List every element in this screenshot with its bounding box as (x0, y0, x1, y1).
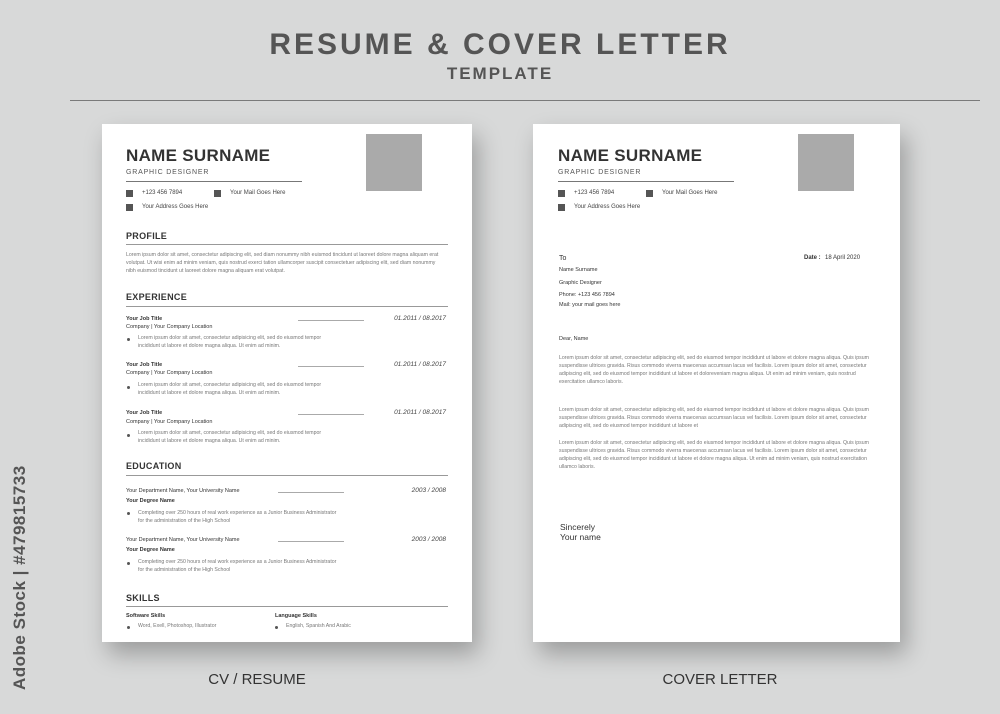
cover-phone: +123 456 7894 (574, 190, 615, 196)
education-degree: Your Degree Name (126, 547, 175, 553)
mail-icon (646, 190, 653, 197)
cover-mail: Your Mail Goes Here (662, 190, 718, 196)
education-years: 2003 / 2008 (411, 536, 446, 543)
job-description: Lorem ipsum dolor sit amet, consectetur adipisicing elit, sed do eiusmod tempor incididunt ut labore et dolore magna aliqua. Ut enim ad minim. (138, 430, 322, 444)
skills-heading: SKILLS (126, 593, 160, 603)
name-divider (558, 181, 734, 182)
stock-id-watermark: Adobe Stock | #479815733 (10, 465, 29, 690)
recipient-mail: Mail: your mail goes here (559, 302, 621, 308)
education-divider (126, 475, 448, 476)
experience-heading: EXPERIENCE (126, 292, 188, 302)
cv-phone: +123 456 7894 (142, 190, 183, 196)
letter-paragraph: Lorem ipsum dolor sit amet, consectetur adipiscing elit, sed do eiusmod tempor incididunt ut labore et dolore magna aliqua. Quis ipsum suspendisse ultrices gravida. Risus commodo viverra maecenas accumsan lacus vel facilisis. Lorem ipsum dolor sit amet, consectetur adipiscing elit, sed do eiusmod tempor incididunt ut labore et (559, 407, 869, 429)
job-description: Lorem ipsum dolor sit amet, consectetur adipisicing elit, sed do eiusmod tempor incididunt ut labore et dolore magna aliqua. Ut enim ad minim. (138, 335, 322, 349)
main-title: RESUME & COVER LETTER (269, 28, 731, 61)
bullet-icon (127, 626, 130, 629)
signature: Your name (560, 532, 601, 542)
cover-letter-page (533, 124, 900, 642)
job-title: Your Job Title (126, 410, 163, 416)
cv-name: NAME SURNAME (126, 146, 271, 165)
bullet-icon (127, 338, 130, 341)
bullet-icon (127, 562, 130, 565)
job-rule (298, 366, 364, 367)
name-divider (126, 181, 302, 182)
date-label: Date : (804, 255, 821, 261)
closing: Sincerely (560, 522, 595, 532)
bullet-icon (127, 512, 130, 515)
education-rule (278, 541, 344, 542)
resume-page (102, 124, 472, 642)
education-years: 2003 / 2008 (411, 487, 446, 494)
mail-icon (214, 190, 221, 197)
recipient-name: Name Surname (559, 267, 598, 273)
profile-divider (126, 244, 448, 245)
job-rule (298, 414, 364, 415)
location-icon (126, 204, 133, 211)
education-rule (278, 492, 344, 493)
education-degree: Your Degree Name (126, 498, 175, 504)
phone-icon (558, 190, 565, 197)
cv-role: GRAPHIC DESIGNER (126, 169, 210, 176)
salutation: Dear, Name (559, 336, 589, 342)
job-company: Company | Your Company Location (126, 324, 213, 330)
bullet-icon (127, 434, 130, 437)
education-description: Completing over 250 hours of real work experience as a Junior Business Administrator for the administration of the High School (138, 510, 337, 524)
location-icon (558, 204, 565, 211)
skills-divider (126, 606, 448, 607)
to-label: To (559, 255, 567, 262)
job-description: Lorem ipsum dolor sit amet, consectetur adipisicing elit, sed do eiusmod tempor incididunt ut labore et dolore magna aliqua. Ut enim ad minim. (138, 382, 322, 396)
job-rule (298, 320, 364, 321)
cv-caption: CV / RESUME (208, 671, 306, 688)
job-dates: 01.2011 / 08.2017 (394, 315, 446, 322)
cover-address: Your Address Goes Here (574, 204, 641, 210)
cv-mail: Your Mail Goes Here (230, 190, 286, 196)
recipient-phone: Phone: +123 456 7894 (559, 292, 615, 298)
bullet-icon (127, 386, 130, 389)
education-description: Completing over 250 hours of real work experience as a Junior Business Administrator for the administration of the High School (138, 559, 337, 573)
recipient-title: Graphic Designer (559, 280, 602, 286)
education-school: Your Department Name, Your University Name (126, 537, 240, 543)
job-dates: 01.2011 / 08.2017 (394, 361, 446, 368)
language-skills-label: Language Skills (275, 613, 317, 619)
letter-paragraph: Lorem ipsum dolor sit amet, consectetur adipiscing elit, sed do eiusmod tempor incididunt ut labore et dolore magna aliqua. Quis ipsum suspendisse ultrices gravida. Risus commodo viverra maecenas accumsan lacus vel facilisis. Lorem ipsum dolor sit amet, consectetur adipiscing elit, sed do eiusmod tempor incididunt ut labore et dolore magna aliqua. Ut enim ad minim veniam, quis nostrud exercitation ullamco laboris. (559, 440, 869, 470)
cover-role: GRAPHIC DESIGNER (558, 169, 642, 176)
cover-caption: COVER LETTER (662, 671, 778, 688)
software-skills-value: Word, Exell, Photoshop, Illustrator (138, 623, 217, 629)
job-company: Company | Your Company Location (126, 419, 213, 425)
job-dates: 01.2011 / 08.2017 (394, 409, 446, 416)
phone-icon (126, 190, 133, 197)
software-skills-label: Software Skills (126, 613, 166, 619)
cover-name: NAME SURNAME (558, 146, 703, 165)
date-value: 18 April 2020 (825, 255, 861, 261)
profile-text: Lorem ipsum dolor sit amet, consectetur adipiscing elit, sed diam nonummy nibh euismod tincidunt ut laoreet dolore magna aliquam erat volutpat. Ut wisi enim ad minim veniam, quis nostrud exerci tation ullamcorper suscipit consectetuer adipiscing elit, sed diam nonummy nibh euismod tincidunt ut laoreet dolore magna aliquam erat volutpat. (126, 252, 439, 274)
photo-placeholder (798, 134, 854, 191)
bullet-icon (275, 626, 278, 629)
job-company: Company | Your Company Location (126, 370, 213, 376)
education-heading: EDUCATION (126, 461, 182, 471)
job-title: Your Job Title (126, 362, 163, 368)
cv-address: Your Address Goes Here (142, 204, 209, 210)
language-skills-value: English, Spanish And Arabic (286, 623, 351, 629)
letter-paragraph: Lorem ipsum dolor sit amet, consectetur adipiscing elit, sed do eiusmod tempor incididunt ut labore et dolore magna aliqua. Quis ipsum suspendisse ultrices gravida. Risus commodo viverra maecenas accumsan lacus vel facilisis. Lorem ipsum dolor sit amet, consectetur adipiscing elit, sed do eiusmod tempor incididunt ut labore et doloreveniam magna aliqua. Ut enim ad minim veniam, quis nostrud exercitation ullamco laboris. (559, 355, 869, 385)
title-divider (70, 100, 980, 101)
education-school: Your Department Name, Your University Name (126, 488, 240, 494)
sub-title: TEMPLATE (446, 64, 554, 83)
job-title: Your Job Title (126, 316, 163, 322)
photo-placeholder (366, 134, 422, 191)
profile-heading: PROFILE (126, 231, 168, 241)
experience-divider (126, 306, 448, 307)
